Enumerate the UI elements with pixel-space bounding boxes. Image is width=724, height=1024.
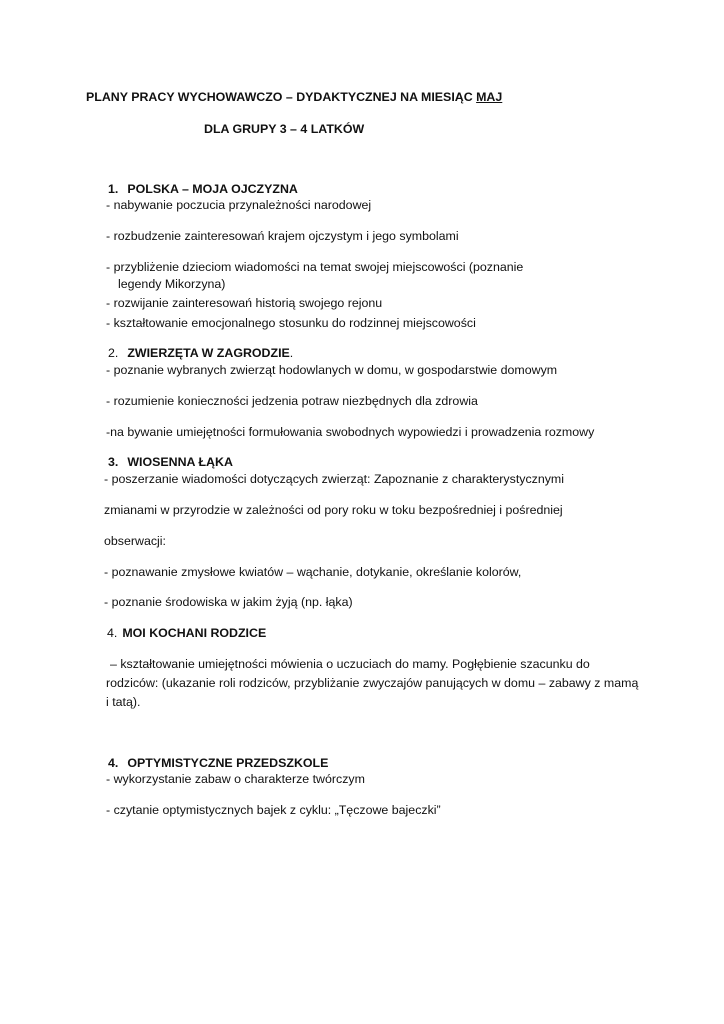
list-item: zmianami w przyrodzie w zależności od pory roku w toku bezpośredniej i pośredniej (104, 503, 563, 517)
document-subtitle: DLA GRUPY 3 – 4 LATKÓW (204, 122, 365, 136)
list-item: - czytanie optymistycznych bajek z cyklu: „Tęczowe bajeczki” (106, 803, 441, 817)
list-item: - rozwijanie zainteresowań historią swojego rejonu (106, 296, 383, 310)
list-item: i tatą). (106, 695, 141, 709)
section-3-heading (108, 454, 233, 470)
section-title-suffix: . (289, 346, 294, 360)
list-item: legendy Mikorzyna) (118, 277, 226, 291)
list-item: - nabywanie poczucia przynależności narodowej (106, 198, 372, 212)
list-item: - poznawanie zmysłowe kwiatów – wąchanie, dotykanie, określanie kolorów, (104, 565, 522, 579)
list-item: - rozbudzenie zainteresowań krajem ojczystym i jego symbolami (106, 229, 459, 243)
list-item: - poznanie wybranych zwierząt hodowlanych w domu, w gospodarstwie domowym (106, 363, 558, 377)
document-title (86, 89, 502, 105)
title-prefix: PLANY PRACY WYCHOWAWCZO – DYDAKTYCZNEJ NA MIESIĄC (86, 90, 477, 104)
section-4-heading (107, 625, 266, 641)
title-month: MAJ (476, 90, 503, 104)
list-item: - wykorzystanie zabaw o charakterze twórczym (106, 772, 365, 786)
list-item: - rozumienie konieczności jedzenia potraw niezbędnych dla zdrowia (106, 394, 478, 408)
section-title: POLSKA – MOJA OJCZYZNA (127, 182, 298, 196)
section-title: ZWIERZĘTA W ZAGRODZIE (127, 346, 290, 360)
section-2-heading (108, 345, 293, 361)
section-5-heading (108, 755, 328, 771)
section-number: 2. (108, 346, 119, 360)
list-item: rodziców: (ukazanie roli rodziców, przybliżanie zwyczajów panujących w domu – zabawy z mamą (106, 676, 639, 690)
list-item: - przybliżenie dzieciom wiadomości na temat swojej miejscowości (poznanie (106, 260, 524, 274)
list-item: – kształtowanie umiejętności mówienia o uczuciach do mamy. Pogłębienie szacunku do (110, 657, 590, 671)
list-item: - poszerzanie wiadomości dotyczących zwierząt: Zapoznanie z charakterystycznymi (104, 472, 565, 486)
section-number: 3. (108, 455, 119, 469)
section-number: 4. (108, 756, 119, 770)
section-title: OPTYMISTYCZNE PRZEDSZKOLE (127, 756, 329, 770)
section-number: 1. (108, 182, 119, 196)
section-1-heading (108, 181, 298, 197)
section-number: 4. (107, 626, 118, 640)
list-item: - poznanie środowiska w jakim żyją (np. łąka) (104, 595, 353, 609)
list-item: obserwacji: (104, 534, 166, 548)
section-title: MOI KOCHANI RODZICE (122, 626, 267, 640)
list-item: - kształtowanie emocjonalnego stosunku do rodzinnej miejscowości (106, 316, 476, 330)
section-title: WIOSENNA ŁĄKA (127, 455, 233, 469)
list-item: -na bywanie umiejętności formułowania swobodnych wypowiedzi i prowadzenia rozmowy (106, 425, 595, 439)
